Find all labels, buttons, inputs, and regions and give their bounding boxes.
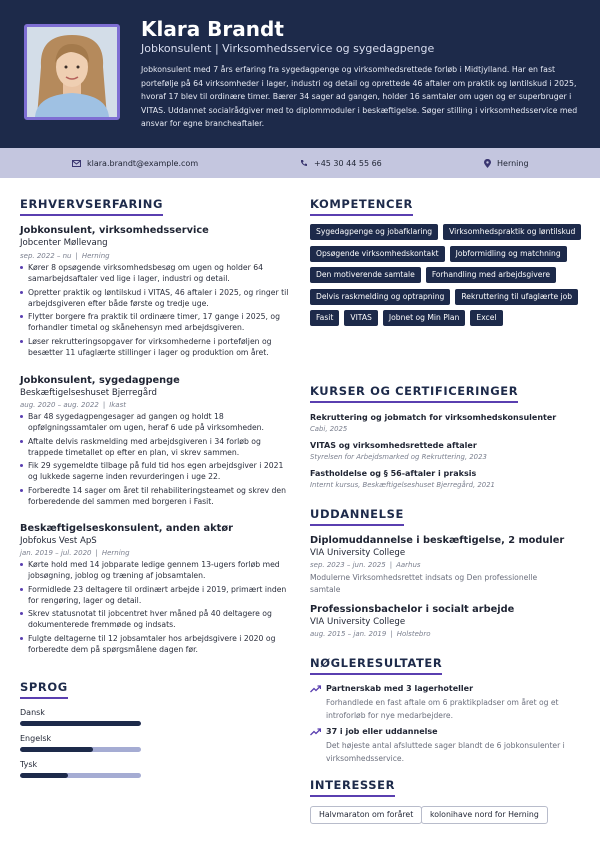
- result-title: 37 i job eller uddannelse: [326, 727, 438, 736]
- skill-tag: Opsøgende virksomhedskontakt: [310, 246, 445, 262]
- job-company: Jobcenter Møllevang: [20, 238, 108, 248]
- skill-tag: VITAS: [344, 310, 378, 326]
- language-level-fill: [20, 747, 93, 752]
- contact-email[interactable]: [72, 148, 198, 178]
- job-title: Jobkonsulent, sygedagpenge: [20, 375, 180, 386]
- map-pin-icon: [484, 159, 491, 168]
- skill-tag: Jobformidling og matchning: [450, 246, 567, 262]
- job-bullets: [20, 411, 290, 509]
- education-location: Aarhus: [396, 561, 421, 569]
- result-description: Det højeste antal afsluttede sager blandt de 6 jobkonsulenter i virksomhedsservice.: [326, 741, 565, 763]
- course-provider: Cabi, 2025: [310, 425, 348, 433]
- result-description: Forhandlede en fast aftale om 6 praktikpladser om året og et introforløb for nye medarbejdere.: [326, 698, 559, 720]
- job-location: Ikast: [109, 401, 126, 409]
- education-dates: sep. 2023 – jun. 2025: [310, 561, 386, 569]
- section-title-results: NØGLERESULTATER: [310, 656, 442, 675]
- skill-tag: Den motiverende samtale: [310, 267, 421, 283]
- profile-summary: Jobkonsulent med 7 års erfaring fra sygedagpenge og virksomhedsrettede forløb i Midtjylland. Har en fast portefølje på 64 virksomheder i lager, industri og detail og oprettede 46 aftaler om praktik og løntilskud i 2025, hvoraf 17 blev til ordinære timer. Bærer 34 sager ad gangen, holder 16 samtaler om ugen og er superbruger i VITAS. Uddannet socialrådgiver med to diplommoduler i beskæftigelse. Søger stilling i virksomhedsservice med ansvar for egne brancheaftaler.: [141, 65, 578, 129]
- course-title: Fastholdelse og § 56-aftaler i praksis: [310, 469, 477, 478]
- job-dates: sep. 2022 – nu: [20, 252, 72, 260]
- skill-tag: Virksomhedspraktik og løntilskud: [443, 224, 581, 240]
- job-location: Herning: [101, 549, 130, 557]
- job-bullet: Løser rekrutteringsopgaver for virksomhederne i porteføljen og besætter 11 ufaglærte stillinger i lager og produktion om året.: [20, 336, 290, 358]
- profile-photo: [24, 24, 120, 120]
- job-meta: jan. 2019 – jul. 2020 | Herning: [20, 549, 130, 557]
- education-dates: aug. 2015 – jan. 2019: [310, 630, 387, 638]
- interest-tag: kolonihave nord for Herning: [421, 806, 548, 824]
- section-title-languages: SPROG: [20, 680, 68, 699]
- email-text: klara.brandt@example.com: [87, 158, 199, 168]
- envelope-icon: [72, 160, 81, 167]
- job-bullet: Opretter praktik og løntilskud i VITAS, 46 aftaler i 2025, og ringer til arbejdsgiveren efter både første og tredje uge.: [20, 287, 290, 309]
- job-company: Beskæftigelseshuset Bjerregård: [20, 388, 157, 398]
- trend-up-icon: [310, 685, 321, 693]
- contact-location: [484, 148, 529, 178]
- portrait-image: [27, 27, 117, 117]
- skill-tag: Forhandling med arbejdsgivere: [426, 267, 556, 283]
- phone-text: +45 30 44 55 66: [314, 158, 382, 168]
- education-location: Holstebro: [396, 630, 431, 638]
- job-bullet: Skrev statusnotat til jobcentret hver måned på 40 deltagere og dokumenterede fremmøde og indsats.: [20, 608, 290, 630]
- job-bullet: Formidlede 23 deltagere til ordinært arbejde i 2019, primært inden for rengøring, lager og detail.: [20, 584, 290, 606]
- education-meta: aug. 2015 – jan. 2019 | Holstebro: [310, 630, 431, 638]
- section-title-education: UDDANNELSE: [310, 507, 404, 526]
- contact-bar: [0, 148, 600, 178]
- skills-list: [310, 224, 590, 332]
- language-level-bar: [20, 721, 141, 726]
- section-title-courses: KURSER OG CERTIFICERINGER: [310, 384, 518, 403]
- skill-tag: Fasit: [310, 310, 339, 326]
- job-meta: sep. 2022 – nu | Herning: [20, 252, 110, 260]
- language-name: Dansk: [20, 708, 45, 717]
- education-school: VIA University College: [310, 617, 406, 627]
- language-level-bar: [20, 773, 141, 778]
- language-name: Tysk: [20, 760, 38, 769]
- education-title: Professionsbachelor i socialt arbejde: [310, 604, 515, 615]
- job-bullet: Flytter borgere fra praktik til ordinære timer, 17 gange i 2025, og forhandler timetal og skånehensyn med arbejdsgiveren.: [20, 311, 290, 333]
- job-meta: aug. 2020 – aug. 2022 | Ikast: [20, 401, 126, 409]
- language-level-fill: [20, 773, 68, 778]
- job-title: Beskæftigelseskonsulent, anden aktør: [20, 523, 233, 534]
- skill-tag: Excel: [470, 310, 502, 326]
- skill-tag: Sygedagpenge og jobafklaring: [310, 224, 438, 240]
- job-dates: jan. 2019 – jul. 2020: [20, 549, 92, 557]
- job-bullets: [20, 559, 290, 657]
- course-title: Rekruttering og jobmatch for virksomhedskonsulenter: [310, 413, 557, 422]
- job-bullet: Forberedte 14 sager om året til rehabiliteringsteamet og skrev den forberedende del sammen med borgeren i Fasit.: [20, 485, 290, 507]
- language-level-bar: [20, 747, 141, 752]
- job-title: Jobkonsulent, virksomhedsservice: [20, 225, 209, 236]
- job-bullet: Kører 8 opsøgende virksomhedsbesøg om ugen og holder 64 samarbejdsaftaler ved lige i lager, industri og detail.: [20, 262, 290, 284]
- section-title-skills: KOMPETENCER: [310, 197, 413, 216]
- education-meta: sep. 2023 – jun. 2025 | Aarhus: [310, 561, 421, 569]
- trend-up-icon: [310, 728, 321, 736]
- job-bullet: Kørte hold med 14 jobparate ledige gennem 13-ugers forløb med jobsøgning, joblog og træning af jobsamtalen.: [20, 559, 290, 581]
- language-level-fill: [20, 721, 141, 726]
- location-text: Herning: [497, 158, 529, 168]
- result-title: Partnerskab med 3 lagerhoteller: [326, 684, 474, 693]
- job-location: Herning: [81, 252, 110, 260]
- course-title: VITAS og virksomhedsrettede aftaler: [310, 441, 477, 450]
- job-bullet: Fulgte deltagerne til 12 jobsamtaler hos arbejdsgivere i 2020 og forberedte dem på spørgsmålene dagen før.: [20, 633, 290, 655]
- job-bullet: Aftalte delvis raskmelding med arbejdsgiveren i 34 forløb og trappede timetallet op efter en plan, vi skrev sammen.: [20, 436, 290, 458]
- course-provider: Styrelsen for Arbejdsmarked og Rekruttering, 2023: [310, 453, 487, 461]
- phone-icon: [300, 159, 308, 167]
- job-bullet: Fik 29 sygemeldte tilbage på fuld tid hos egen arbejdsgiver i 2021 og lukkede sagerne inden revurderingen i uge 22.: [20, 460, 290, 482]
- education-description: Modulerne Virksomhedsrettet indsats og Den professionelle samtale: [310, 573, 538, 594]
- candidate-title: Jobkonsulent | Virksomhedsservice og sygedagpenge: [141, 42, 435, 55]
- job-dates: aug. 2020 – aug. 2022: [20, 401, 99, 409]
- education-title: Diplomuddannelse i beskæftigelse, 2 moduler: [310, 535, 565, 546]
- skill-tag: Rekruttering til ufaglærte job: [455, 289, 578, 305]
- course-provider: Internt kursus, Beskæftigelseshuset Bjerregård, 2021: [310, 481, 495, 489]
- job-bullets: [20, 262, 290, 360]
- candidate-name: Klara Brandt: [141, 17, 284, 41]
- skill-tag: Jobnet og Min Plan: [383, 310, 466, 326]
- resume-header: [0, 0, 600, 148]
- contact-phone[interactable]: [300, 148, 382, 178]
- job-bullet: Bar 48 sygedagpengesager ad gangen og holdt 18 opfølgningssamtaler om ugen, heraf 6 ude på virksomheden.: [20, 411, 290, 433]
- interest-tag: Halvmaraton om foråret: [310, 806, 422, 824]
- section-title-interests: INTERESSER: [310, 778, 395, 797]
- language-name: Engelsk: [20, 734, 52, 743]
- section-title-experience: ERHVERVSERFARING: [20, 197, 163, 216]
- education-school: VIA University College: [310, 548, 406, 558]
- job-company: Jobfokus Vest ApS: [20, 536, 97, 546]
- skill-tag: Delvis raskmelding og optrapning: [310, 289, 450, 305]
